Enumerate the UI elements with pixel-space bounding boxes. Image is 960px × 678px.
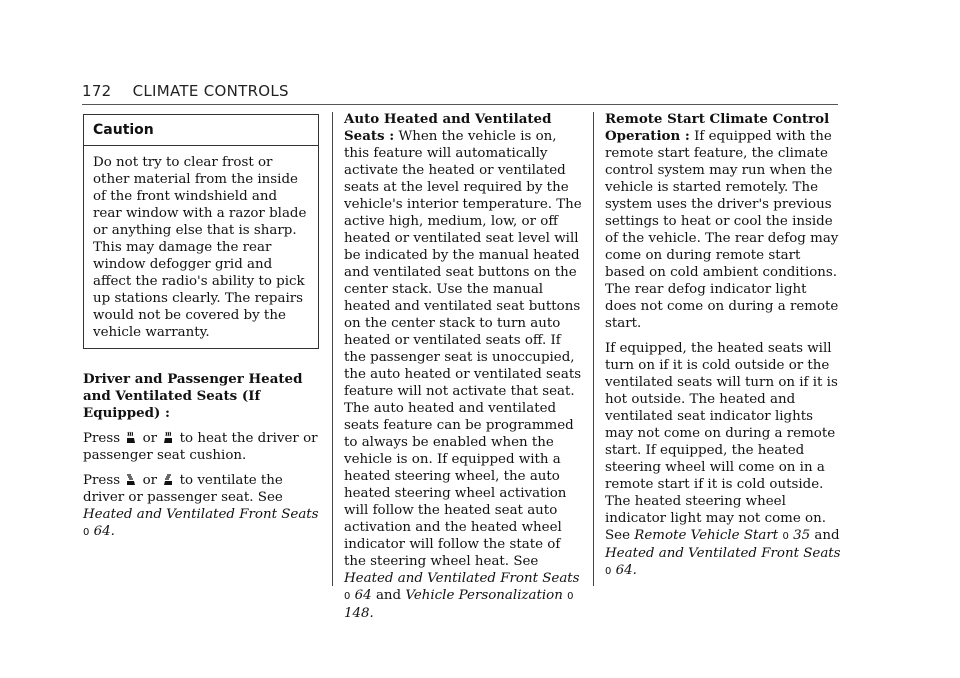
remote-start-seats-paragraph: If equipped, the heated seats will turn on if it is cold outside or the ventilated seats will turn on if it is hot outside. The heated and ventilated seat indicator lights may not come on during a remote start. If equipped, the heated steering wheel will come on in a remote start if it is cold outside. The heated steering wheel indicator light may not come on. See Remote Vehicle Start 0 35 and Heated and Ventilated Front Seats 0 64.	[605, 341, 841, 578]
xref-heated-ventilated-seats[interactable]: Heated and Ventilated Front Seats	[344, 571, 580, 586]
page-number: 172	[82, 82, 112, 100]
ventilate-instruction: Press or to ventilate the driver or passenger seat. See Heated and Ventilated Front Seats 0 64.	[83, 473, 319, 539]
auto-seats-paragraph: Auto Heated and Ventilated Seats : When the vehicle is on, this feature will automatically activate the heated or ventilated seats at the level required by the vehicle's interior temperature. The active high, medium, low, or off heated or ventilated seat level will be indicated by the manual heated and ventilated seat buttons on the center stack. Use the manual heated and ventilated seat buttons on the center stack to turn auto heated or ventilated seats off. If the passenger seat is unoccupied, the auto heated or ventilated seats feature will not activate that seat. The auto heated and ventilated seats feature can be programmed to always be enabled when the vehicle is on. If equipped with a heated steering wheel, the auto heated steering wheel activation will follow the heated seat auto activation and the heated wheel indicator will follow the state of the steering wheel heat. See Heated and Ventilated Front Seats 0 64 and Vehicle Personalization 0 148.	[344, 111, 582, 621]
xref-page[interactable]: 64.	[615, 563, 637, 578]
xref-page[interactable]: 64	[354, 588, 372, 603]
remote-start-heading: Remote Start Climate Control Operation :	[605, 111, 830, 144]
ventilated-seat-driver-icon	[124, 472, 138, 486]
page-ref-arrow: 0	[605, 566, 612, 577]
xref-vehicle-personalization[interactable]: Vehicle Personalization	[405, 588, 563, 603]
section-title: CLIMATE CONTROLS	[132, 82, 289, 100]
page-ref-arrow: 0	[344, 591, 351, 602]
column-1	[83, 112, 319, 549]
heat-instruction: Press or to heat the driver or passenger seat cushion.	[83, 431, 318, 463]
remote-start-paragraph: Remote Start Climate Control Operation : If equipped with the remote start feature, the climate control system may run when the vehicle is started remotely. The system uses the driver's previous settings to heat or cool the inside of the vehicle. The rear defog may come on during remote start based on cold ambient conditions. The rear defog indicator light does not come on during a remote start.	[605, 111, 839, 331]
caution-box	[83, 114, 319, 349]
column-2	[344, 111, 582, 630]
xref-remote-vehicle-start[interactable]: Remote Vehicle Start	[634, 528, 779, 543]
column-divider-1	[332, 112, 333, 586]
page-header	[82, 82, 289, 100]
page-ref-arrow: 0	[782, 531, 789, 542]
caution-title: Caution	[84, 115, 318, 146]
ventilated-seat-passenger-icon	[161, 472, 175, 486]
heated-ventilated-heading: Driver and Passenger Heated and Ventilated Seats (If Equipped) :	[83, 371, 303, 421]
page-ref-arrow: 0	[567, 591, 574, 602]
auto-seats-heading: Auto Heated and Ventilated Seats :	[344, 111, 552, 144]
column-divider-2	[593, 112, 594, 586]
column-3	[605, 111, 841, 588]
header-rule	[82, 104, 838, 105]
heated-seat-driver-icon	[124, 430, 138, 444]
caution-text: Do not try to clear frost or other material from the inside of the front windshield and rear window with a razor blade or anything else that is sharp. This may damage the rear window defogger grid and affect the radio's ability to pick up stations clearly. The repairs would not be covered by the vehicle warranty.	[93, 155, 307, 340]
page-ref-arrow: 0	[83, 527, 90, 538]
xref-heated-ventilated-seats[interactable]: Heated and Ventilated Front Seats	[83, 507, 319, 522]
xref-page[interactable]: 35	[793, 528, 811, 543]
xref-page[interactable]: 148.	[344, 606, 374, 621]
xref-heated-ventilated-seats[interactable]: Heated and Ventilated Front Seats	[605, 546, 841, 561]
heated-seat-passenger-icon	[161, 430, 175, 444]
xref-page[interactable]: 64.	[93, 524, 115, 539]
